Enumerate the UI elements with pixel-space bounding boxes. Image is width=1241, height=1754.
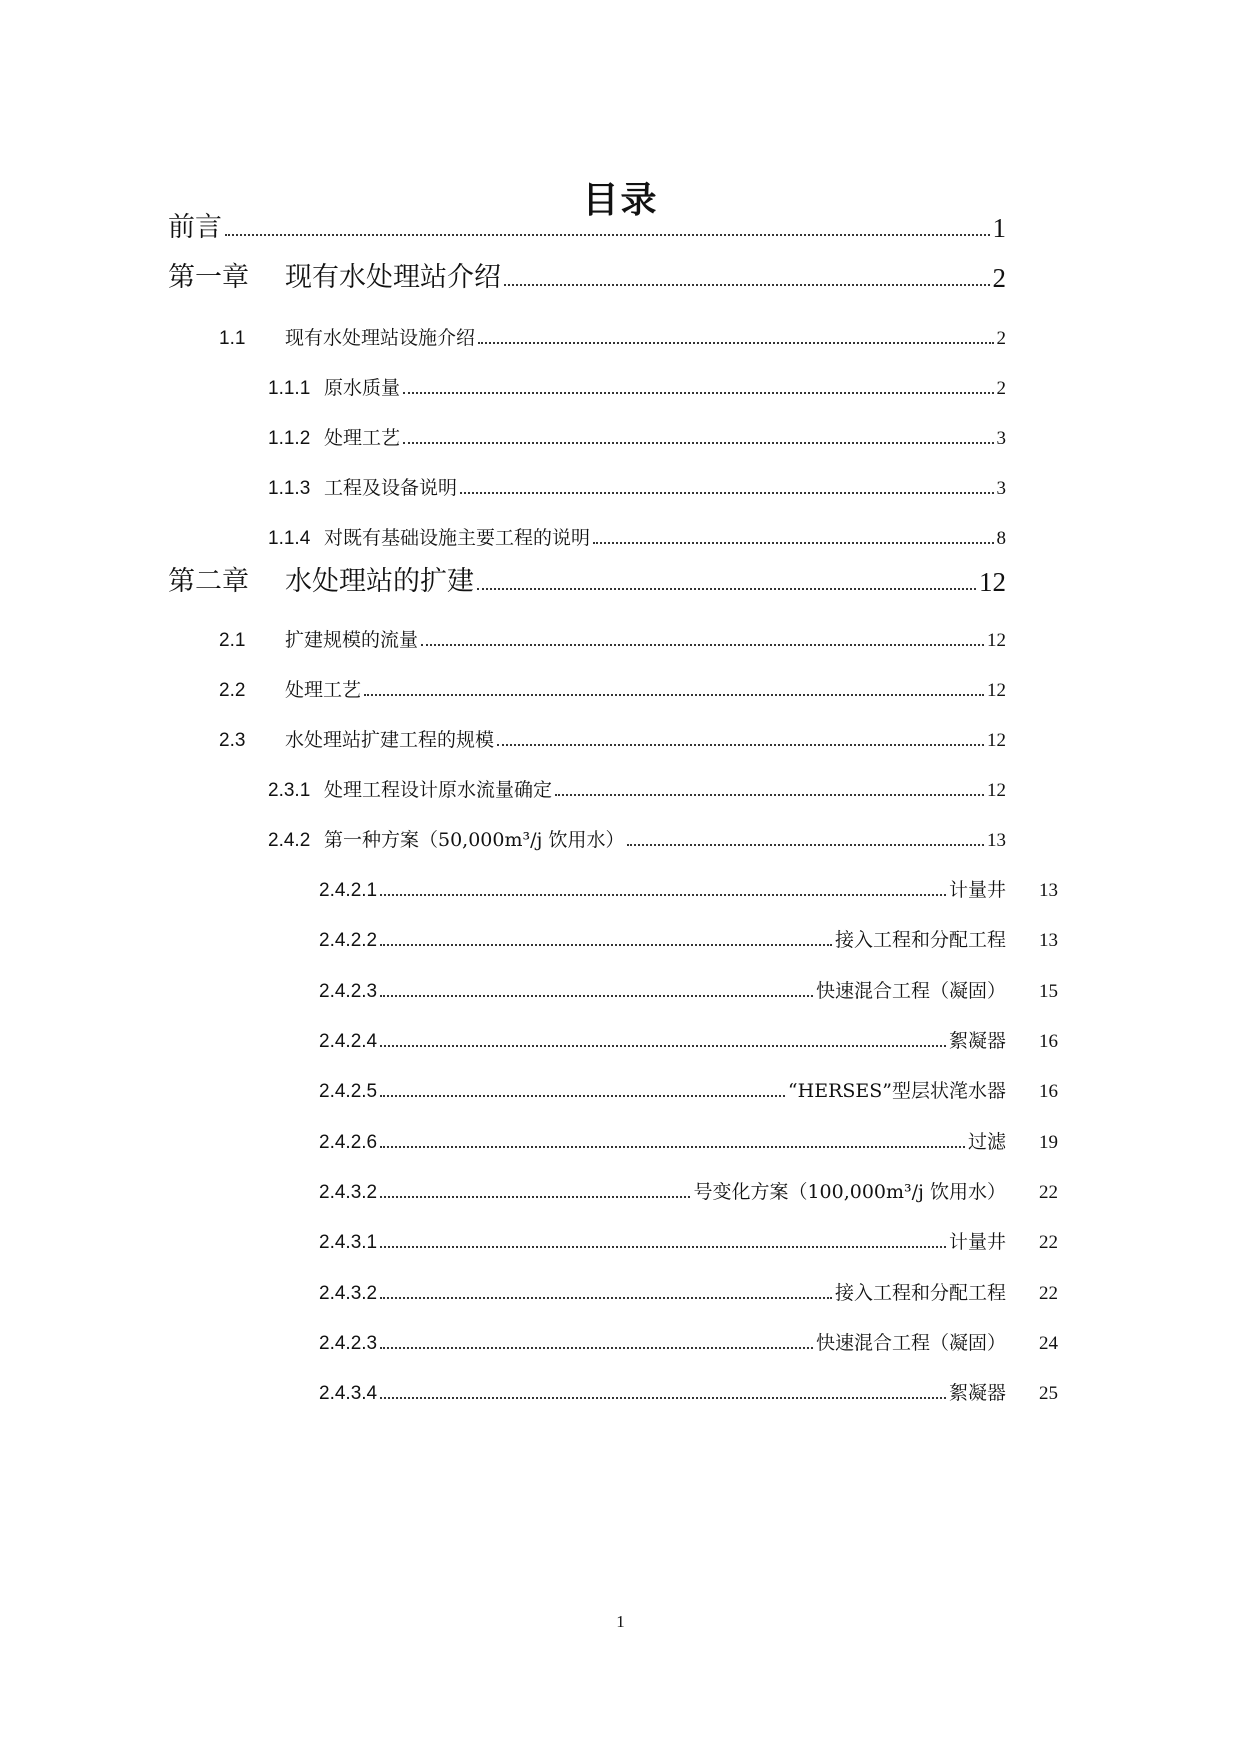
toc-entry-number: 2.4.2.6 [319, 1132, 378, 1153]
toc-entry-2-4-2-5[interactable] [319, 1063, 1006, 1103]
toc-entry-number: 1.1.3 [268, 478, 311, 499]
toc-entry-1-1-1[interactable] [268, 360, 1006, 400]
toc-entry-text: 工程及设备说明 [324, 477, 458, 499]
toc-entry-number: 1.1.4 [268, 528, 311, 549]
toc-entry-number: 2.4.3.2 [319, 1283, 378, 1304]
toc-entry-2-4-2-3[interactable] [319, 963, 1006, 1003]
toc-leader [504, 284, 990, 286]
toc-entry-text: 扩建规模的流量 [285, 629, 419, 651]
toc-entry-page: 13 [1039, 880, 1058, 901]
toc-leader [477, 588, 976, 590]
toc-leader [364, 694, 984, 696]
toc-entry-text: 现有水处理站介绍 [285, 262, 501, 293]
toc-entry-text: “HERSES”型层状滗水器 [787, 1080, 1006, 1102]
toc-entry-text: 絮凝器 [948, 1030, 1006, 1052]
toc-entry-number: 2.2 [219, 680, 246, 701]
toc-entry-2-4-2-3-b[interactable] [319, 1315, 1006, 1355]
toc-entry-number: 1.1.2 [268, 428, 311, 449]
toc-entry-text: 对既有基础设施主要工程的说明 [324, 527, 591, 549]
toc-entry-2-4-2-6[interactable] [319, 1114, 1006, 1154]
toc-entry-page: 13 [987, 830, 1006, 851]
toc-entry-1-1-4[interactable] [268, 510, 1006, 550]
toc-entry-1-1-3[interactable] [268, 460, 1006, 500]
toc-leader [225, 234, 990, 236]
toc-entry-page: 1 [992, 213, 1006, 243]
toc-entry-number: 2.3.1 [268, 780, 311, 801]
toc-entry-chapter-1[interactable] [168, 254, 1006, 294]
toc-entry-page: 22 [1039, 1182, 1058, 1203]
toc-leader [555, 794, 984, 796]
toc-entry-2-4-3-2-variant[interactable] [319, 1164, 1006, 1204]
toc-leader [593, 542, 993, 544]
toc-leader [380, 894, 946, 896]
toc-entry-page: 22 [1039, 1283, 1058, 1304]
toc-entry-2-4-3-1[interactable] [319, 1214, 1006, 1254]
toc-entry-text: 前言 [168, 212, 222, 243]
toc-entry-text: 计量井 [948, 879, 1006, 901]
toc-leader [380, 1297, 832, 1299]
toc-leader [380, 1146, 965, 1148]
toc-entry-number: 2.3 [219, 730, 246, 751]
toc-entry-number: 2.4.2.3 [319, 981, 378, 1002]
toc-entry-text: 处理工程设计原水流量确定 [324, 779, 553, 801]
toc-entry-page: 12 [979, 567, 1006, 597]
toc-entry-page: 8 [996, 528, 1006, 549]
toc-entry-text: 快速混合工程（凝固） [815, 980, 1006, 1002]
toc-entry-2-1[interactable] [219, 612, 1006, 652]
toc-entry-page: 19 [1039, 1132, 1058, 1153]
page-title: 目录 [582, 179, 659, 221]
toc-entry-page: 3 [996, 428, 1006, 449]
toc-entry-2-3[interactable] [219, 712, 1006, 752]
toc-entry-text: 第一种方案（50,000m³/j 饮用水） [324, 829, 625, 851]
toc-entry-2-2[interactable] [219, 662, 1006, 702]
toc-entry-number: 2.4.3.4 [319, 1383, 378, 1404]
toc-entry-page: 2 [992, 263, 1006, 293]
toc-entry-2-4-2-1[interactable] [319, 862, 1006, 902]
toc-entry-text: 原水质量 [324, 377, 401, 399]
toc-entry-page: 15 [1039, 981, 1058, 1002]
toc-entry-page: 13 [1039, 930, 1058, 951]
toc-leader [380, 1045, 946, 1047]
toc-entry-text: 水处理站扩建工程的规模 [285, 729, 495, 751]
toc-leader [380, 1196, 690, 1198]
toc-entry-page: 12 [987, 730, 1006, 751]
toc-entry-text: 处理工艺 [324, 427, 401, 449]
toc-entry-2-3-1[interactable] [268, 762, 1006, 802]
toc-entry-text: 快速混合工程（凝固） [815, 1332, 1006, 1354]
toc-leader [380, 944, 832, 946]
page-number-footer: 1 [616, 1612, 625, 1631]
toc-leader [403, 442, 993, 444]
toc-entry-number: 第二章 [168, 566, 249, 597]
toc-entry-number: 2.1 [219, 630, 246, 651]
toc-leader [403, 392, 993, 394]
toc-entry-text: 接入工程和分配工程 [834, 929, 1006, 951]
toc-entry-text: 计量井 [948, 1231, 1006, 1253]
toc-entry-text: 现有水处理站设施介绍 [285, 327, 476, 349]
toc-entry-text: 过滤 [967, 1131, 1006, 1153]
toc-entry-number: 第一章 [168, 262, 249, 293]
toc-entry-2-4-3-4[interactable] [319, 1365, 1006, 1405]
toc-leader [421, 644, 984, 646]
toc-leader [380, 1397, 946, 1399]
toc-entry-number: 2.4.3.1 [319, 1232, 378, 1253]
toc-leader [380, 1347, 813, 1349]
toc-entry-text: 水处理站的扩建 [285, 566, 474, 597]
toc-leader [460, 492, 993, 494]
toc-entry-page: 25 [1039, 1383, 1058, 1404]
toc-entry-page: 2 [996, 328, 1006, 349]
toc-entry-preface[interactable] [168, 204, 1006, 244]
toc-leader [380, 1246, 946, 1248]
toc-leader [497, 744, 984, 746]
toc-entry-number: 2.4.2.3 [319, 1333, 378, 1354]
toc-entry-page: 16 [1039, 1081, 1058, 1102]
toc-entry-number: 2.4.2.1 [319, 880, 378, 901]
toc-entry-text: 接入工程和分配工程 [834, 1282, 1006, 1304]
toc-entry-number: 2.4.2.4 [319, 1031, 378, 1052]
toc-entry-number: 2.4.2.2 [319, 930, 378, 951]
toc-leader [478, 342, 993, 344]
toc-entry-page: 24 [1039, 1333, 1058, 1354]
toc-entry-page: 2 [996, 378, 1006, 399]
toc-leader [627, 844, 984, 846]
toc-entry-1-1-2[interactable] [268, 410, 1006, 450]
toc-entry-page: 12 [987, 680, 1006, 701]
toc-entry-chapter-2[interactable] [168, 558, 1006, 598]
toc-entry-text: 絮凝器 [948, 1382, 1006, 1404]
toc-entry-page: 12 [987, 780, 1006, 801]
toc-entry-text: 号变化方案（100,000m³/j 饮用水） [693, 1181, 1006, 1203]
toc-leader [380, 995, 813, 997]
toc-entry-page: 12 [987, 630, 1006, 651]
toc-entry-page: 22 [1039, 1232, 1058, 1253]
toc-leader [380, 1095, 785, 1097]
toc-entry-number: 1.1 [219, 328, 246, 349]
toc-entry-2-4-2[interactable] [268, 812, 1006, 852]
toc-entry-page: 3 [996, 478, 1006, 499]
toc-entry-2-4-3-2[interactable] [319, 1265, 1006, 1305]
toc-entry-number: 1.1.1 [268, 378, 311, 399]
toc-entry-2-4-2-2[interactable] [319, 912, 1006, 952]
toc-entry-number: 2.4.2 [268, 830, 311, 851]
toc-entry-number: 2.4.3.2 [319, 1182, 378, 1203]
toc-entry-page: 16 [1039, 1031, 1058, 1052]
toc-entry-number: 2.4.2.5 [319, 1081, 378, 1102]
toc-entry-1-1[interactable] [219, 310, 1006, 350]
toc-entry-2-4-2-4[interactable] [319, 1013, 1006, 1053]
toc-entry-text: 处理工艺 [285, 679, 362, 701]
